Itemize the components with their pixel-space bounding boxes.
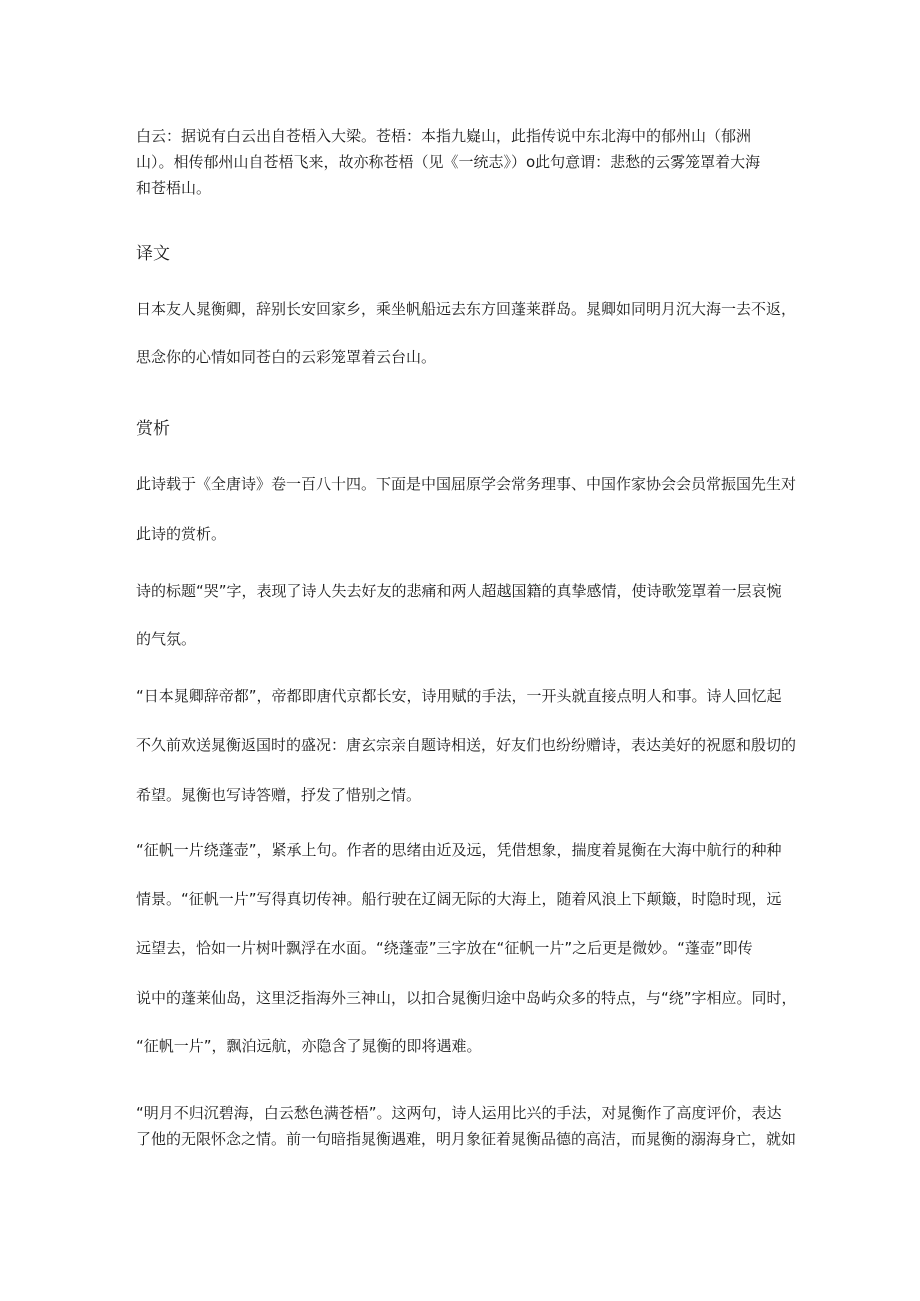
- appreciation-p3-line-3: 希望。晁衡也写诗答赠，抒发了惜别之情。: [136, 786, 422, 804]
- appreciation-p4-line-2: 情景。“征帆一片”写得真切传神。船行驶在辽阔无际的大海上，随着风浪上下颠簸，时隐时现，远: [136, 890, 782, 908]
- appreciation-p4-line-1: “征帆一片绕蓬壶”，紧承上句。作者的思绪由近及远，凭借想象，揣度着晁衡在大海中航行的种种: [136, 841, 782, 859]
- appreciation-p3-line-2: 不久前欢送晁衡返国时的盛况：唐玄宗亲自题诗相送，好友们也纷纷赠诗，表达美好的祝愿和殷切的: [136, 736, 797, 754]
- note-line-3: 和苍梧山。: [136, 179, 212, 197]
- appreciation-p5-line-2: 了他的无限怀念之情。前一句暗指晁衡遇难，明月象征着晁衡品德的高洁，而晁衡的溺海身亡，就如: [136, 1130, 797, 1148]
- translation-line-1: 日本友人晁衡卿，辞别长安回家乡，乘坐帆船远去东方回蓬莱群岛。晁卿如同明月沉大海一去不返，: [136, 300, 797, 318]
- appreciation-p5-line-1: “明月不归沉碧海，白云愁色满苍梧”。这两句，诗人运用比兴的手法，对晁衡作了高度评价，表达: [136, 1104, 782, 1122]
- note-line-1: 白云：据说有白云出自苍梧入大梁。苍梧：本指九嶷山，此指传说中东北海中的郁州山（郁洲: [136, 127, 752, 145]
- appreciation-heading: 赏析: [136, 419, 170, 439]
- appreciation-p2-line-1: 诗的标题“哭”字，表现了诗人失去好友的悲痛和两人超越国籍的真挚感情，使诗歌笼罩着一层哀惋: [136, 582, 782, 600]
- appreciation-p4-line-5: “征帆一片”，飘泊远航，亦隐含了晁衡的即将遇难。: [136, 1037, 482, 1055]
- appreciation-p1-line-2: 此诗的赏析。: [136, 525, 227, 543]
- appreciation-p3-line-1: “日本晁卿辞帝都”，帝都即唐代京都长安，诗用赋的手法，一开头就直接点明人和事。诗人回忆起: [136, 687, 782, 705]
- appreciation-p1-line-1: 此诗载于《全唐诗》卷一百八十四。下面是中国屈原学会常务理事、中国作家协会会员常振国先生对: [136, 475, 797, 493]
- appreciation-p4-line-4: 说中的蓬莱仙岛，这里泛指海外三神山，以扣合晁衡归途中岛屿众多的特点，与“绕”字相应。同时，: [136, 989, 797, 1007]
- note-line-2: 山）。相传郁州山自苍梧飞来，故亦称苍梧（见《一统志》）o此句意谓：悲愁的云雾笼罩着大海: [136, 153, 761, 171]
- translation-line-2: 思念你的心情如同苍白的云彩笼罩着云台山。: [136, 348, 437, 366]
- appreciation-p2-line-2: 的气氛。: [136, 630, 197, 648]
- translation-heading: 译文: [136, 244, 170, 264]
- appreciation-p4-line-3: 远望去，恰如一片树叶飘浮在水面。“绕蓬壶”三字放在“征帆一片”之后更是微妙。“蓬壶”即传: [136, 939, 753, 957]
